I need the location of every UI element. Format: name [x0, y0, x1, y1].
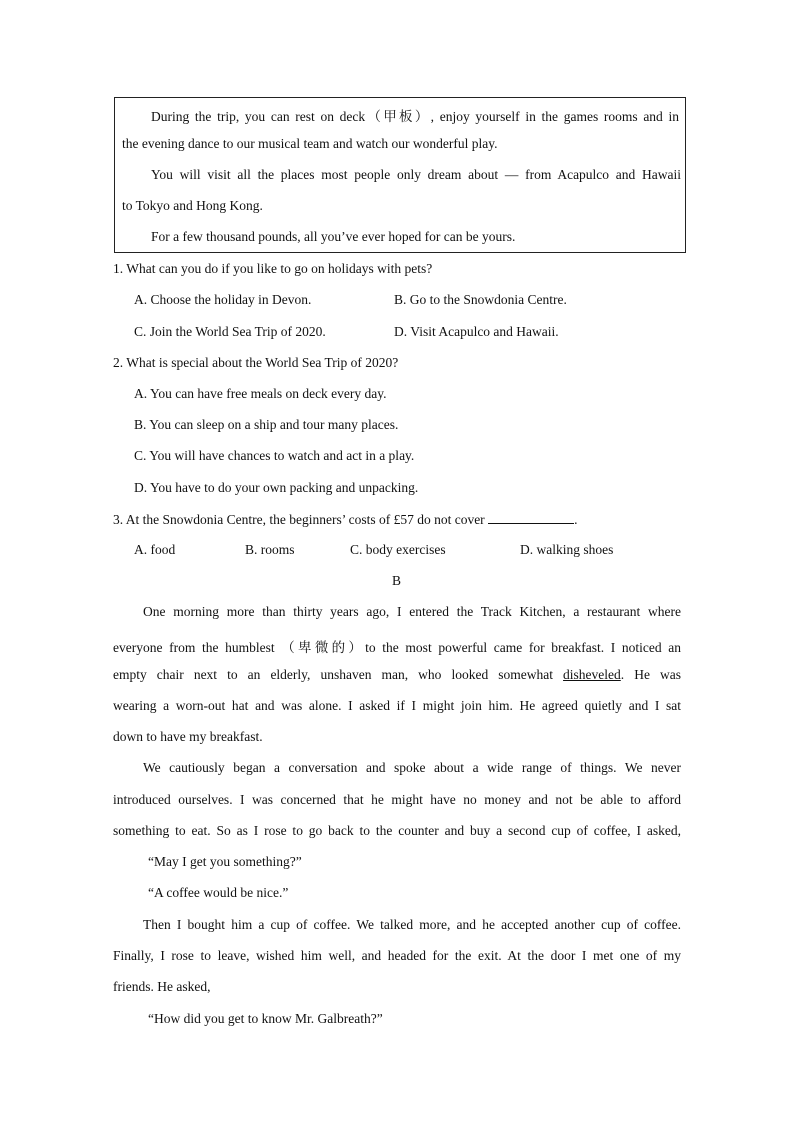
dialogue-quote-1: “May I get you something?” [148, 854, 302, 869]
para2-line-3: something to eat. So as I rose to go back to the counter and buy a second cup of coffee, I asked, [113, 823, 681, 838]
underlined-word-disheveled: disheveled [563, 667, 621, 682]
para3-line-3: friends. He asked, [113, 979, 211, 994]
question-1-option-b: B. Go to the Snowdonia Centre. [394, 292, 567, 307]
box-paragraph-1-line-2: the evening dance to our musical team and watch our wonderful play. [122, 136, 498, 151]
question-2-option-b: B. You can sleep on a ship and tour many places. [134, 417, 399, 432]
para1-line-3-end: . He was [620, 667, 681, 682]
para2-line-1: We cautiously began a conversation and spoke about a wide range of things. We never [143, 760, 681, 775]
para3-line-1: Then I bought him a cup of coffee. We talked more, and he accepted another cup of coffee. [143, 917, 681, 932]
para1-line-2: everyone from the humblest （卑微的）to the most powerful came for breakfast. I noticed an [113, 640, 681, 655]
question-2-option-d: D. You have to do your own packing and unpacking. [134, 480, 419, 495]
question-1-option-c: C. Join the World Sea Trip of 2020. [134, 324, 326, 339]
box-paragraph-2-line-2: to Tokyo and Hong Kong. [122, 198, 263, 213]
para1-line-5: down to have my breakfast. [113, 729, 263, 744]
question-3-option-c: C. body exercises [350, 542, 446, 557]
box-paragraph-3: For a few thousand pounds, all you’ve ever hoped for can be yours. [151, 229, 516, 244]
para2-line-2: introduced ourselves. I was concerned that he might have no money and not be able to afford [113, 792, 681, 807]
question-1-option-a: A. Choose the holiday in Devon. [134, 292, 312, 307]
question-2-option-a: A. You can have free meals on deck every day. [134, 386, 387, 401]
box-paragraph-2-line-1: You will visit all the places most people only dream about — from Acapulco and Hawaii [151, 167, 681, 182]
para1-line-4: wearing a worn-out hat and was alone. I asked if I might join him. He agreed quietly and I sat [113, 698, 681, 713]
question-3-option-d: D. walking shoes [520, 542, 614, 557]
section-b-heading: B [392, 573, 402, 588]
box-paragraph-1-line-1: During the trip, you can rest on deck（甲板）, enjoy yourself in the games rooms and in [151, 109, 679, 124]
question-1-option-d: D. Visit Acapulco and Hawaii. [394, 324, 559, 339]
para1-line-3-text: empty chair next to an elderly, unshaven man, who looked somewhat [113, 667, 553, 682]
para1-line-1: One morning more than thirty years ago, I entered the Track Kitchen, a restaurant where [143, 604, 681, 619]
para1-line-3 [113, 667, 681, 683]
question-3-stem-end: . [574, 512, 578, 527]
question-1-stem: 1. What can you do if you like to go on holidays with pets? [113, 261, 433, 276]
question-3-option-b: B. rooms [245, 542, 295, 557]
dialogue-quote-2: “A coffee would be nice.” [148, 885, 289, 900]
question-2-option-c: C. You will have chances to watch and act in a play. [134, 448, 415, 463]
dialogue-quote-3: “How did you get to know Mr. Galbreath?” [148, 1011, 383, 1026]
question-2-stem: 2. What is special about the World Sea Trip of 2020? [113, 355, 399, 370]
question-3-option-a: A. food [134, 542, 176, 557]
question-3-stem-text: 3. At the Snowdonia Centre, the beginners’ costs of £57 do not cover [113, 512, 485, 527]
answer-blank [488, 511, 574, 524]
question-3-stem [113, 511, 577, 528]
para3-line-2: Finally, I rose to leave, wished him well, and headed for the exit. At the door I met one of my [113, 948, 681, 963]
